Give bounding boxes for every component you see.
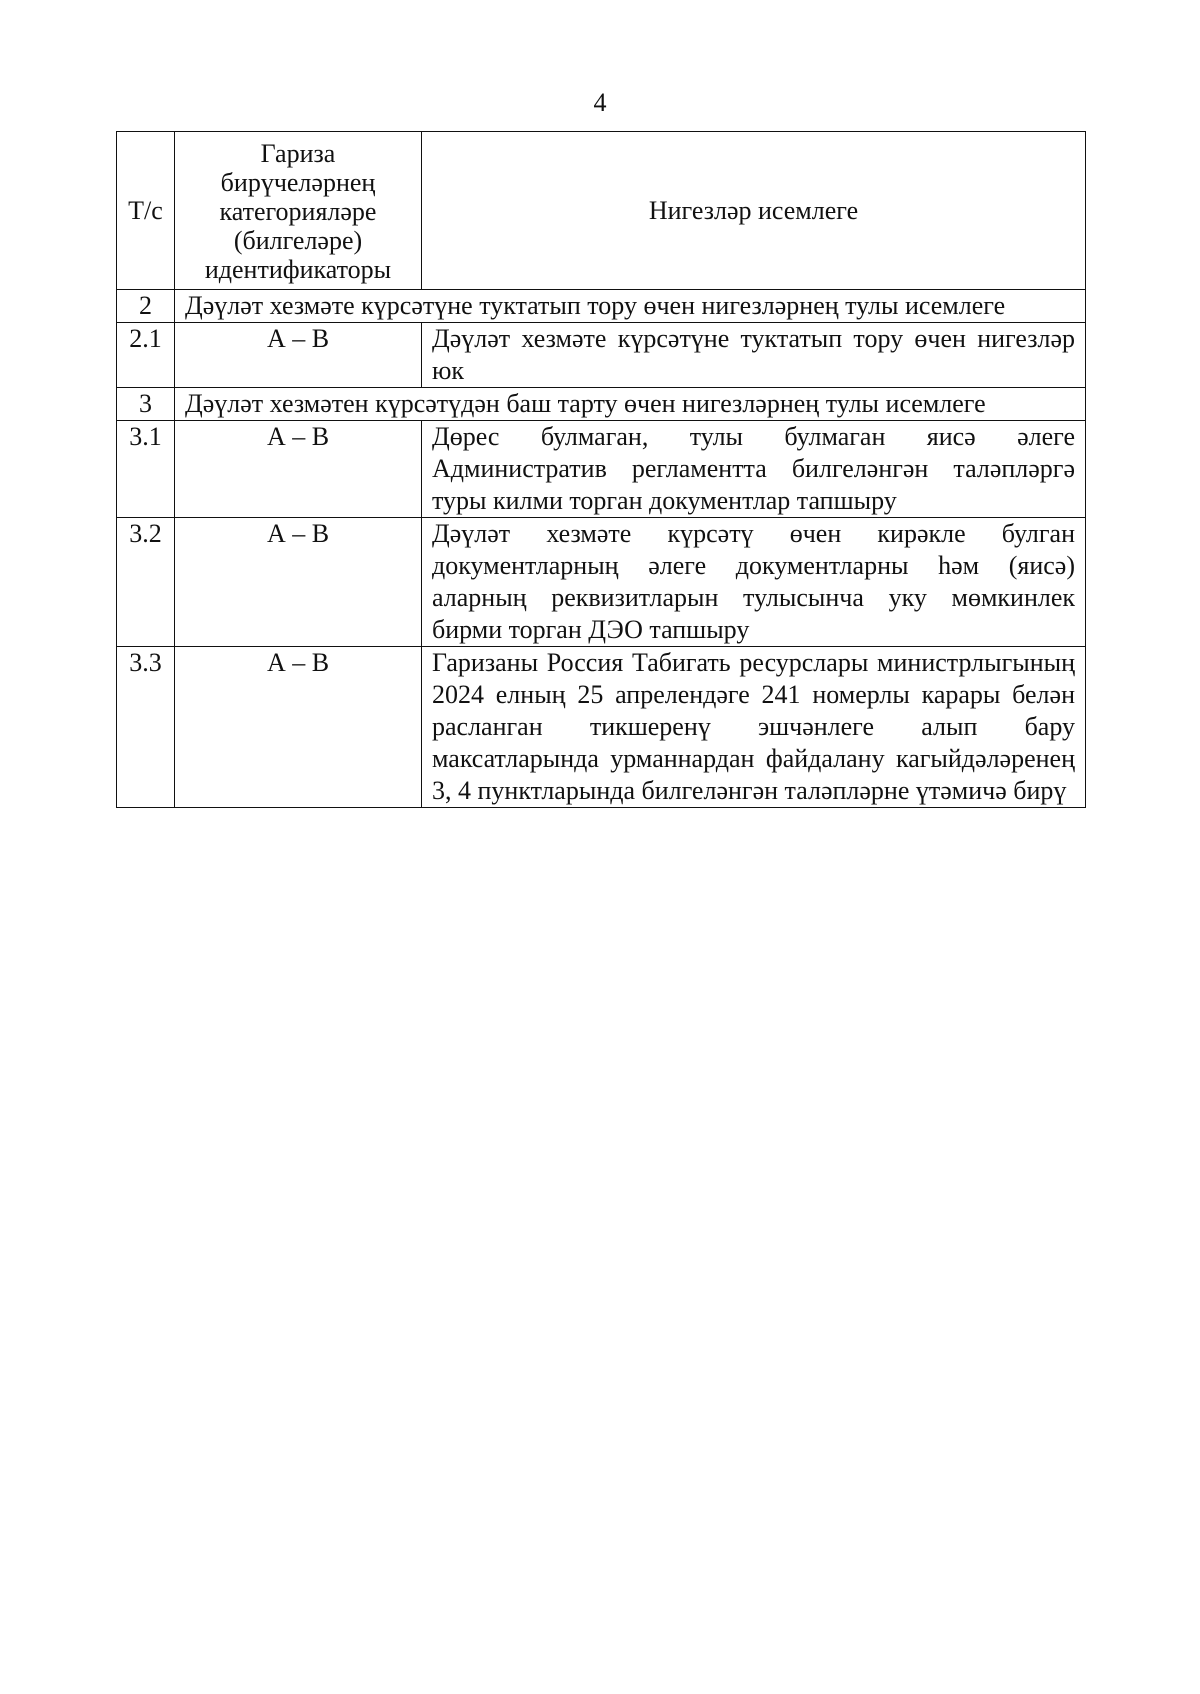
row-number: 3.1 (117, 421, 175, 518)
table-row-section (117, 290, 1086, 323)
row-description: Дөрес булмаган, тулы булмаган яисә әлеге Административ регламентта билгеләнгән таләпләргә туры килми торган документлар тапшыру (422, 421, 1086, 518)
table-row (117, 323, 1086, 388)
section-title: Дәүләт хезмәтен күрсәтүдән баш тарту өчен нигезләрнең тулы исемлеге (175, 388, 1086, 421)
table-header-row (117, 132, 1086, 290)
header-applicant-category: Гариза бирүчеләрнең категорияләре (билгеләре) идентификаторы (175, 132, 422, 290)
table-row (117, 647, 1086, 808)
grounds-table (116, 131, 1086, 808)
header-number: Т/с (117, 132, 175, 290)
header-grounds-list: Нигезләр исемлеге (422, 132, 1086, 290)
row-category: А – В (175, 647, 422, 808)
row-description: Дәүләт хезмәте күрсәтүне туктатып тору өчен нигезләр юк (422, 323, 1086, 388)
row-number: 3.3 (117, 647, 175, 808)
row-number: 3.2 (117, 518, 175, 647)
row-number: 2.1 (117, 323, 175, 388)
table-row (117, 421, 1086, 518)
row-category: А – В (175, 323, 422, 388)
section-title: Дәүләт хезмәте күрсәтүне туктатып тору өчен нигезләрнең тулы исемлеге (175, 290, 1086, 323)
page-number: 4 (593, 88, 607, 117)
table-row-section (117, 388, 1086, 421)
table-row (117, 518, 1086, 647)
row-category: А – В (175, 518, 422, 647)
row-description: Дәүләт хезмәте күрсәтү өчен кирәкле булган документларның әлеге документларны һәм (яисә) аларның реквизитларын тулысынча уку мөмкинлек бирми торган ДЭО тапшыру (422, 518, 1086, 647)
row-number: 2 (117, 290, 175, 323)
row-number: 3 (117, 388, 175, 421)
row-description: Гаризаны Россия Табигать ресурслары министрлыгының 2024 елның 25 апрелендәге 241 номерлы карары белән расланган тикшеренү эшчәнлеге алып бару максатларында урманнардан файдалану кагыйдәләренең 3, 4 пунктларында билгеләнгән таләпләрне үтәмичә бирү (422, 647, 1086, 808)
row-category: А – В (175, 421, 422, 518)
